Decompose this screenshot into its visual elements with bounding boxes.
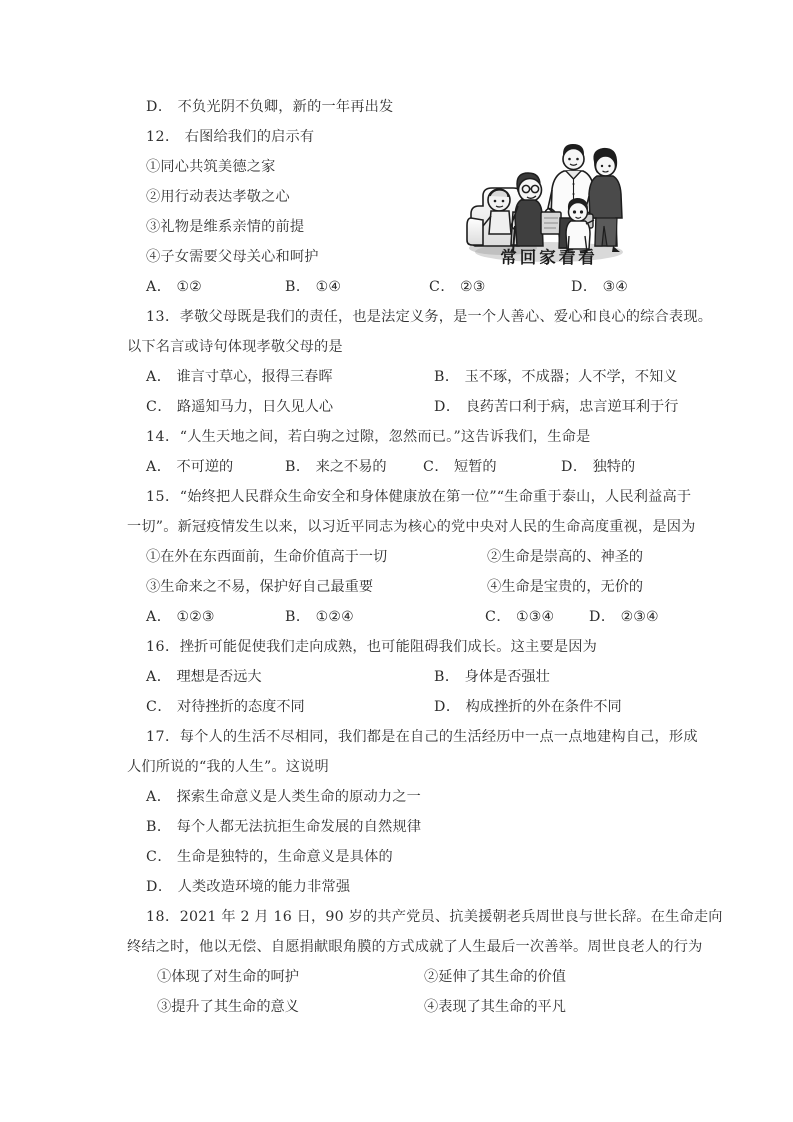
q13-stem-line1 [127, 302, 713, 332]
q17-option-a[interactable]: A． 探索生命意义是人类生命的原动力之一 [146, 789, 422, 805]
q15-option-a[interactable]: A． ①②③ [146, 609, 215, 625]
q12-option-c[interactable]: C． ②③ [429, 279, 486, 295]
q13-stem-text-1: 孝敬父母既是我们的责任，也是法定义务，是一个人善心、爱心和良心的综合表现。 [179, 309, 713, 325]
q15-option-d[interactable]: D． ②③④ [589, 609, 659, 625]
q14-option-c[interactable]: C． 短暂的 [423, 459, 497, 475]
q16-options-row1 [127, 662, 667, 692]
q13-options-row2 [127, 392, 679, 422]
q13-option-d[interactable]: D． 良药苦口利于病，忠言逆耳利于行 [434, 399, 679, 415]
q16-options-row2 [127, 692, 667, 722]
q15-option-b[interactable]: B． ①②④ [285, 609, 354, 625]
q12-number: 12． [146, 129, 180, 145]
q18-point-4: ④表现了其生命的平凡 [424, 999, 566, 1015]
q17-option-c[interactable]: C． 生命是独特的，生命意义是具体的 [146, 849, 393, 865]
q15-options [127, 602, 667, 632]
q16-option-d[interactable]: D． 构成挫折的外在条件不同 [434, 699, 622, 715]
q12-point-3: ③礼物是维系亲情的前提 [146, 219, 305, 235]
q15-point-4: ④生命是宝贵的，无价的 [487, 579, 644, 595]
q13-option-b[interactable]: B． 玉不琢，不成器；人不学，不知义 [434, 369, 678, 385]
q17-stem-line1 [127, 722, 698, 752]
q12-option-b[interactable]: B． ①④ [285, 279, 342, 295]
q17-option-b[interactable]: B． 每个人都无法抗拒生命发展的自然规律 [146, 819, 422, 835]
q15-option-c[interactable]: C． ①③④ [485, 609, 555, 625]
q15-point-3: ③生命来之不易，保护好自己最重要 [146, 579, 374, 595]
q18-points-row1 [127, 962, 667, 992]
q13-stem-line2: 以下名言或诗句体现孝敬父母的是 [127, 339, 343, 355]
q12-point-2: ②用行动表达孝敬之心 [146, 189, 290, 205]
q15-point-2: ②生命是崇高的、神圣的 [487, 549, 644, 565]
q18-number: 18． [146, 909, 180, 925]
q14-stem [127, 422, 667, 452]
q15-points-row2 [127, 572, 667, 602]
q13-number: 13． [146, 309, 180, 325]
q17-option-d[interactable]: D． 人类改造环境的能力非常强 [146, 879, 351, 895]
q15-stem-text-1: “始终把人民群众生命安全和身体健康放在第一位”“生命重于泰山，人民利益高于 [179, 489, 692, 505]
q18-point-2: ②延伸了其生命的价值 [424, 969, 566, 985]
q18-point-1: ①体现了对生命的呵护 [157, 969, 299, 985]
q18-points-row2 [127, 992, 667, 1022]
q18-stem-line1 [127, 902, 723, 932]
q18-point-3: ③提升了其生命的意义 [157, 999, 299, 1015]
q17-number: 17． [146, 729, 180, 745]
q15-points-row1 [127, 542, 667, 572]
q12-options [127, 272, 667, 302]
q15-point-1: ①在外在东西面前，生命价值高于一切 [146, 549, 388, 565]
q12-stem [127, 122, 667, 152]
q16-option-b[interactable]: B． 身体是否强壮 [434, 669, 550, 685]
q15-number: 15． [146, 489, 180, 505]
q14-option-a[interactable]: A． 不可逆的 [146, 459, 234, 475]
q12-option-d[interactable]: D． ③④ [571, 279, 629, 295]
q12-option-a[interactable]: A． ①② [146, 279, 202, 295]
q15-stem-line1 [127, 482, 692, 512]
question-column [127, 92, 723, 1022]
figure-caption: 常回家看看 [500, 248, 598, 267]
q11-option-d-text: 不负光阴不负卿，新的一年再出发 [177, 99, 394, 115]
q17-stem-text-1: 每个人的生活不尽相同，我们都是在自己的生活经历中一点一点地建构自己，形成 [179, 729, 698, 745]
q13-options-row1 [127, 362, 678, 392]
q11-option-d-label: D． [146, 99, 173, 115]
q16-stem [127, 632, 667, 662]
q14-options [127, 452, 667, 482]
q13-option-c[interactable]: C． 路遥知马力，日久见人心 [146, 399, 334, 415]
q16-option-c[interactable]: C． 对待挫折的态度不同 [146, 699, 305, 715]
q18-stem-line2: 终结之时，他以无偿、自愿捐献眼角膜的方式成就了人生最后一次善举。周世良老人的行为 [127, 939, 703, 955]
q17-stem-line2: 人们所说的“我的人生”。这说明 [127, 759, 329, 775]
q18-stem-text-1: 2021 年 2 月 16 日，90 岁的共产党员、抗美援朝老兵周世良与世长辞。在生命走向 [179, 909, 723, 925]
q14-stem-text: “人生天地之间，若白驹之过隙，忽然而已。”这告诉我们，生命是 [179, 429, 591, 445]
q12-point-1: ①同心共筑美德之家 [146, 159, 276, 175]
q15-stem-line2: 一切”。新冠疫情发生以来，以习近平同志为核心的党中央对人民的生命高度重视，是因为 [127, 519, 696, 535]
q14-option-d[interactable]: D． 独特的 [561, 459, 636, 475]
q13-option-a[interactable]: A． 谁言寸草心，报得三春晖 [146, 369, 333, 385]
q12-point-4: ④子女需要父母关心和呵护 [146, 249, 319, 265]
q12-stem-text: 右图给我们的启示有 [184, 129, 315, 145]
q11-option-d [127, 92, 667, 122]
q14-number: 14． [146, 429, 180, 445]
q16-option-a[interactable]: A． 理想是否远大 [146, 669, 262, 685]
q14-option-b[interactable]: B． 来之不易的 [285, 459, 387, 475]
q16-number: 16． [146, 639, 180, 655]
q16-stem-text: 挫折可能促使我们走向成熟，也可能阻碍我们成长。这主要是因为 [179, 639, 597, 655]
